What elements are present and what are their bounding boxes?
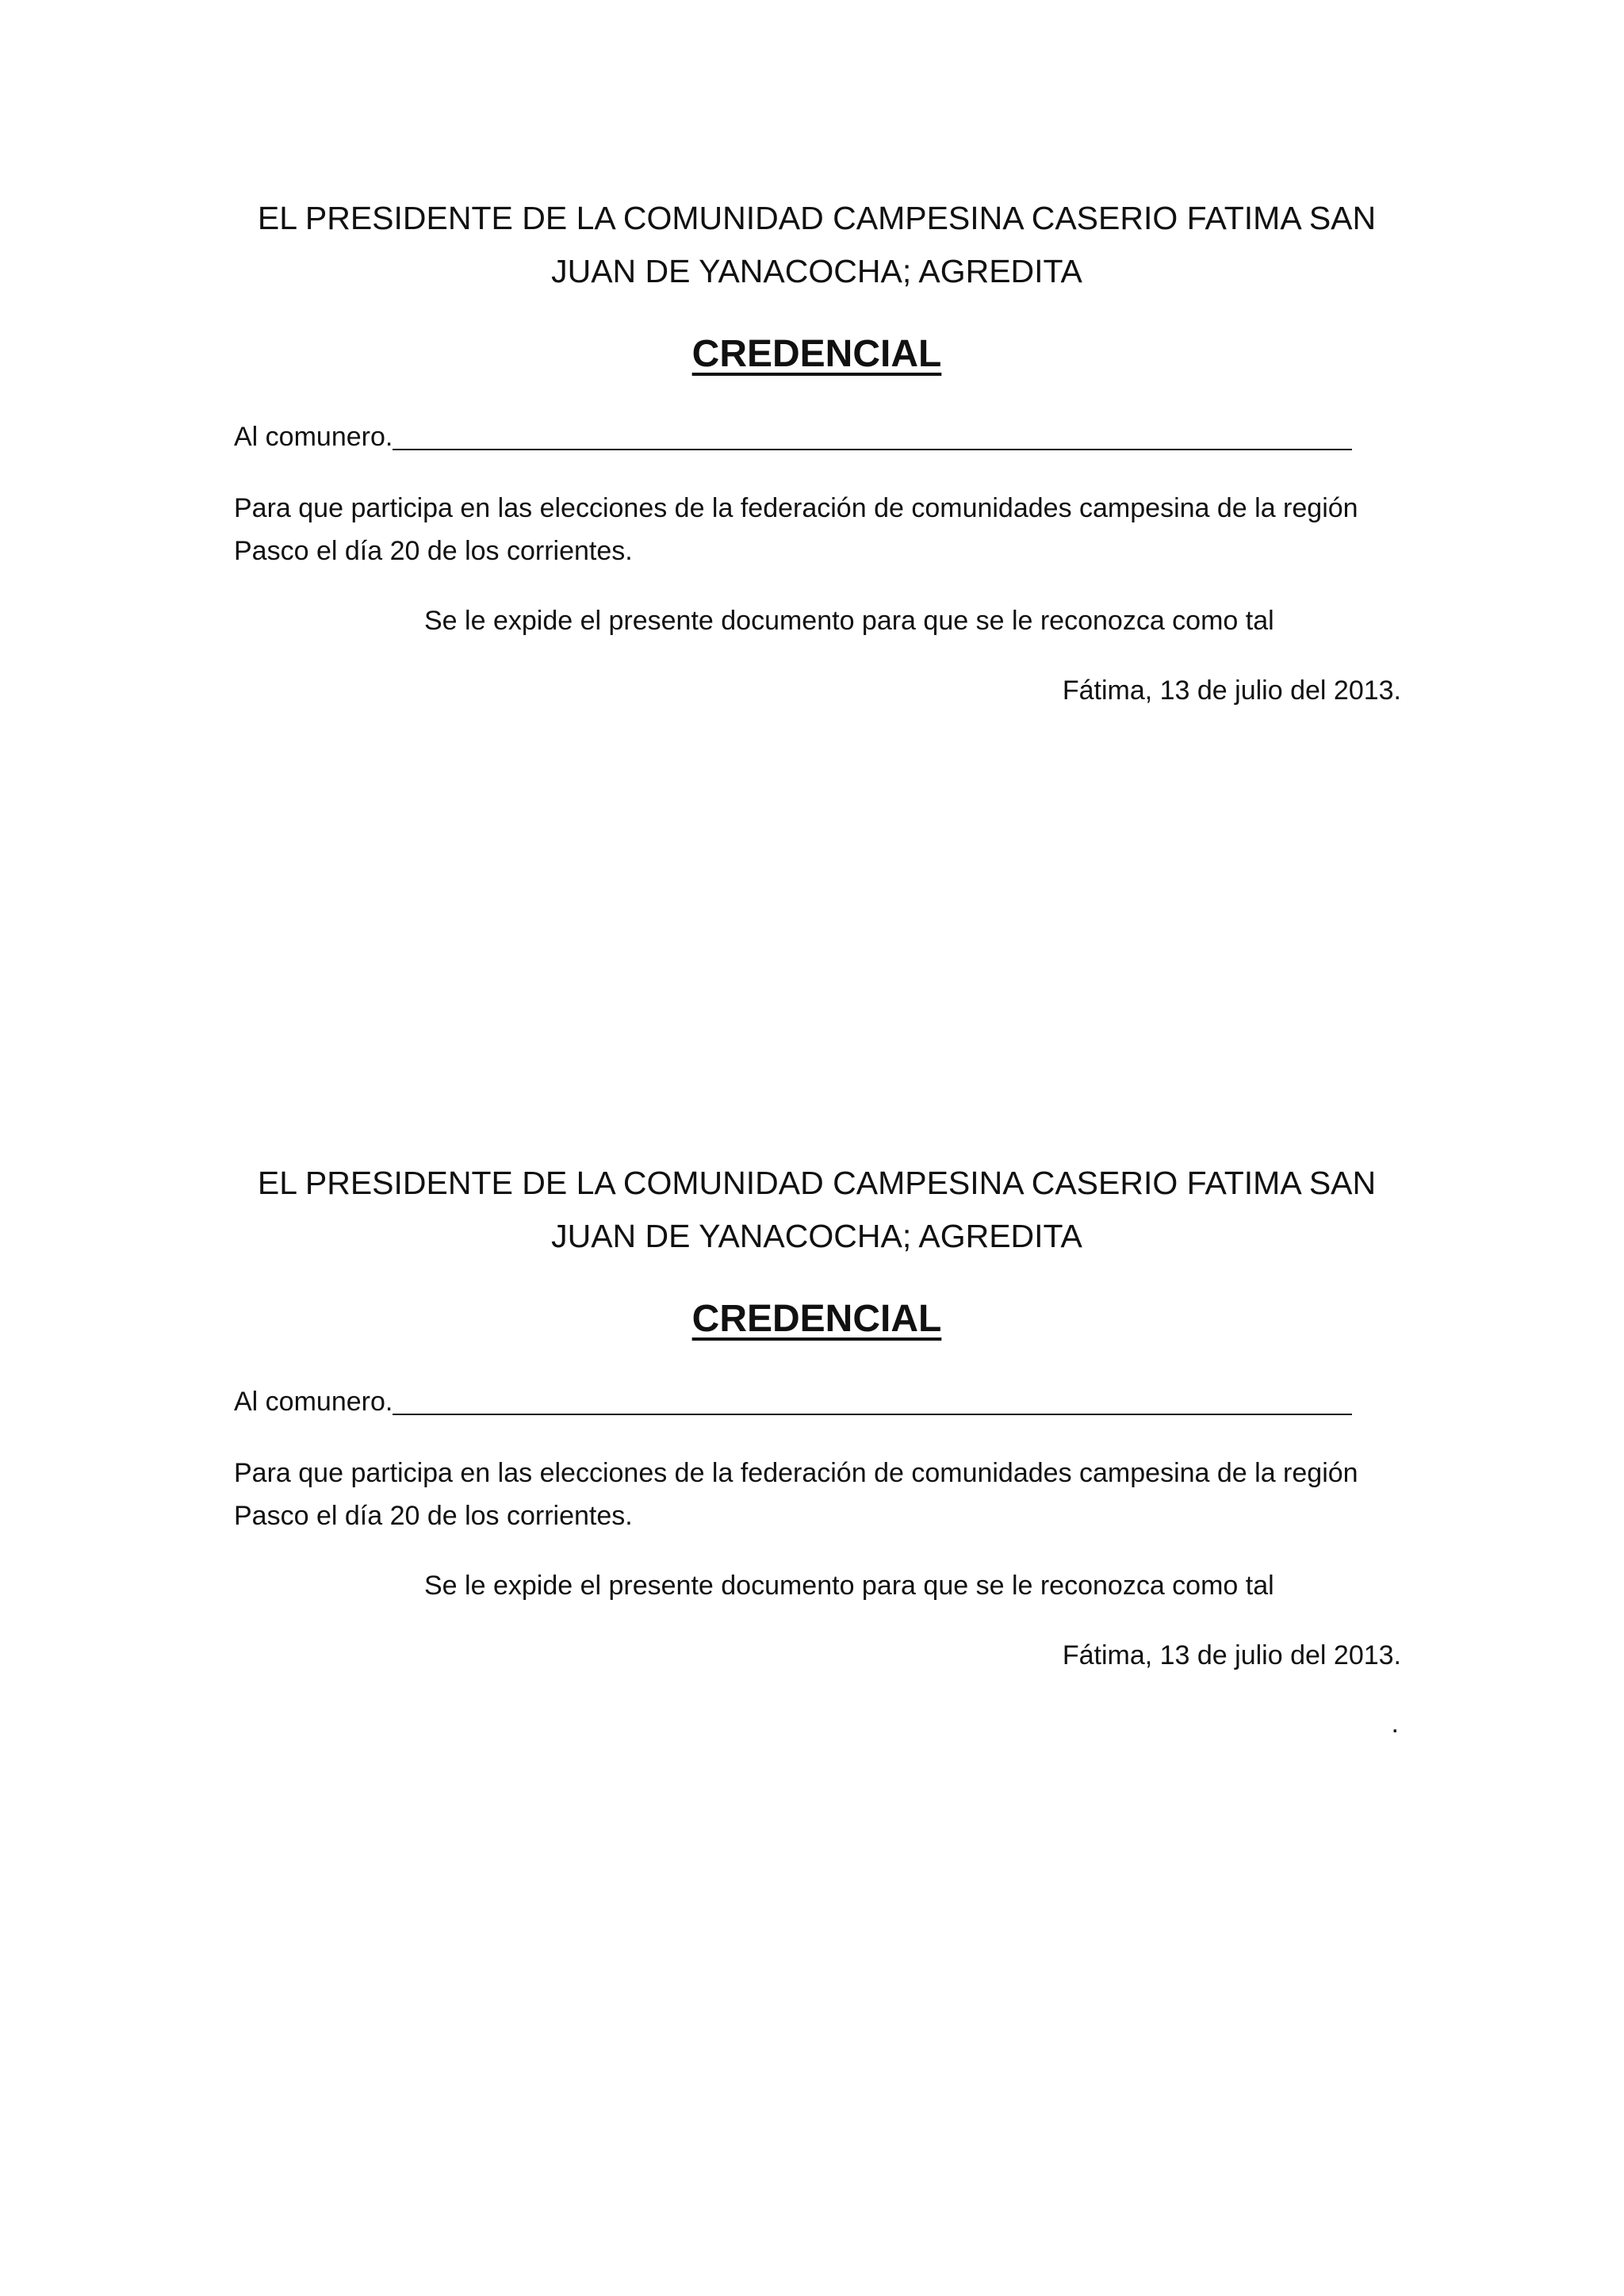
issuer-heading-line-2: JUAN DE YANACOCHA; AGREDITA	[551, 1218, 1082, 1254]
purpose-text-line-2: Pasco el día 20 de los corrientes.	[234, 1501, 633, 1531]
credential-block-2	[0, 965, 1624, 1758]
purpose-text-line-1: Para que participa en las elecciones de la federación de comunidades campesina de la región	[234, 493, 1358, 523]
issuer-heading-line-1: EL PRESIDENTE DE LA COMUNIDAD CAMPESINA CASERIO FATIMA SAN	[257, 200, 1377, 236]
purpose-text-line-2: Pasco el día 20 de los corrientes.	[234, 536, 633, 566]
place-date: Fátima, 13 de julio del 2013.	[1062, 1640, 1401, 1670]
comunero-label: Al comunero.	[234, 422, 393, 452]
issuer-heading-line-1: EL PRESIDENTE DE LA COMUNIDAD CAMPESINA CASERIO FATIMA SAN	[257, 1165, 1377, 1201]
credential-title: CREDENCIAL	[691, 1298, 942, 1340]
trailing-period-mark: .	[1391, 1709, 1399, 1739]
comunero-name-blank-line	[393, 1414, 1352, 1415]
comunero-field	[234, 1381, 1352, 1422]
comunero-name-blank-line	[393, 449, 1352, 450]
issue-statement: Se le expide el presente documento para que se le reconozca como tal	[424, 1571, 1274, 1601]
issuer-heading-line-2: JUAN DE YANACOCHA; AGREDITA	[551, 253, 1082, 289]
credential-block-1	[0, 0, 1624, 793]
comunero-field	[234, 416, 1352, 457]
purpose-text-line-1: Para que participa en las elecciones de la federación de comunidades campesina de la región	[234, 1458, 1358, 1488]
comunero-label: Al comunero.	[234, 1387, 393, 1417]
credential-title: CREDENCIAL	[691, 333, 942, 375]
place-date: Fátima, 13 de julio del 2013.	[1062, 675, 1401, 706]
issue-statement: Se le expide el presente documento para que se le reconozca como tal	[424, 606, 1274, 636]
